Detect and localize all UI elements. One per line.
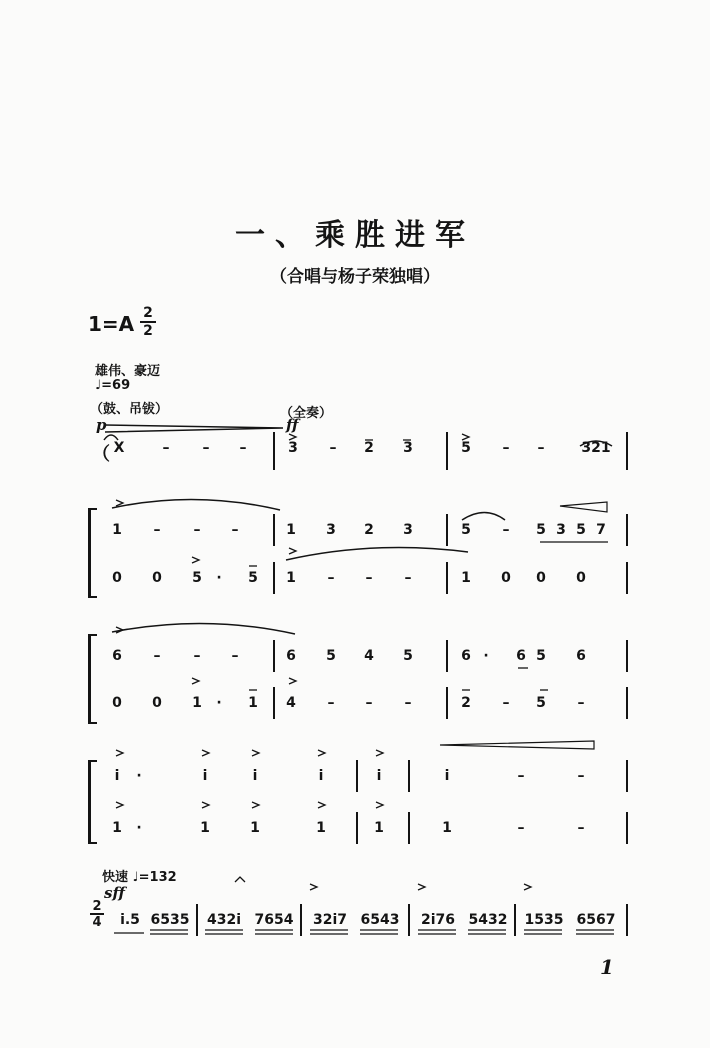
- staff-line-1: [88, 440, 648, 470]
- note: 5: [461, 440, 471, 456]
- note: –: [231, 522, 239, 538]
- note: 1: [442, 820, 452, 836]
- note: 3: [403, 440, 413, 456]
- note: –: [577, 695, 585, 711]
- page-subtitle: （合唱与杨子荣独唱）: [270, 267, 440, 287]
- note: 4: [286, 695, 296, 711]
- note: 6: [461, 648, 471, 664]
- note-group: 6567: [576, 912, 616, 928]
- note: –: [193, 648, 201, 664]
- note: 3: [403, 522, 413, 538]
- note: –: [231, 648, 239, 664]
- tutti-label: （全奏）: [280, 406, 333, 421]
- note: –: [502, 522, 510, 538]
- note: 6: [286, 648, 296, 664]
- note: 0: [536, 570, 546, 586]
- note: 1: [316, 820, 326, 836]
- note-group: 432i: [206, 912, 242, 928]
- key-signature: 1=A: [88, 312, 135, 336]
- staff-line-2-bottom: [88, 570, 648, 596]
- note: 3: [326, 522, 336, 538]
- note: i: [252, 768, 258, 784]
- note: 7: [596, 522, 606, 538]
- staff-line-2-top: [88, 522, 648, 548]
- time-sig-top: 2: [143, 305, 153, 321]
- staff-line-4-top: [88, 768, 648, 794]
- note: ·: [216, 695, 222, 711]
- note: –: [517, 820, 525, 836]
- note: –: [327, 570, 335, 586]
- note: –: [365, 695, 373, 711]
- note: i: [376, 768, 382, 784]
- note: 2: [364, 440, 374, 456]
- note: 6: [516, 648, 526, 664]
- note: 0: [152, 695, 162, 711]
- note: 1: [461, 570, 471, 586]
- note: 1: [374, 820, 384, 836]
- note: 1: [250, 820, 260, 836]
- dynamic-ff: ff: [286, 416, 299, 434]
- note: 0: [112, 695, 122, 711]
- note-group: 32i7: [312, 912, 348, 928]
- note: 1: [112, 522, 122, 538]
- note-group: 5432: [468, 912, 508, 928]
- instrument-note: （鼓、吊钹）: [90, 402, 169, 417]
- note: 5: [326, 648, 336, 664]
- tempo-mark: ♩=69: [95, 378, 131, 393]
- note: –: [537, 440, 545, 456]
- note-group: 2i76: [420, 912, 456, 928]
- note: 5: [576, 522, 586, 538]
- note: i: [444, 768, 450, 784]
- note: 1: [248, 695, 258, 711]
- note: 6: [112, 648, 122, 664]
- note: 5: [461, 522, 471, 538]
- note: ·: [483, 648, 489, 664]
- note: 1: [200, 820, 210, 836]
- note-group: 6543: [360, 912, 400, 928]
- staff-line-3-bottom: [88, 695, 648, 721]
- note: –: [577, 768, 585, 784]
- note: 5: [192, 570, 202, 586]
- note: –: [517, 768, 525, 784]
- note-group: i.5: [120, 912, 140, 928]
- note: 1: [286, 522, 296, 538]
- note: –: [404, 570, 412, 586]
- note: ·: [136, 820, 142, 836]
- note: –: [365, 570, 373, 586]
- time-sig-2-bottom: 4: [92, 915, 102, 930]
- page-number: 1: [600, 955, 614, 979]
- note: –: [162, 440, 170, 456]
- note: 5: [248, 570, 258, 586]
- note: 0: [112, 570, 122, 586]
- note: 3: [288, 440, 298, 456]
- note: –: [153, 648, 161, 664]
- staff-line-5: [88, 912, 648, 938]
- intro-open-paren: （: [92, 444, 110, 465]
- note: 5: [536, 522, 546, 538]
- note: –: [329, 440, 337, 456]
- note: –: [193, 522, 201, 538]
- dynamic-p: p: [96, 416, 107, 434]
- staff-line-3-top: [88, 648, 648, 674]
- note: 4: [364, 648, 374, 664]
- time-sig-2-top: 2: [92, 899, 102, 914]
- note: –: [153, 522, 161, 538]
- note: 0: [152, 570, 162, 586]
- note: –: [577, 820, 585, 836]
- page-title: 一、乘胜进军: [235, 218, 475, 253]
- note-group: 321: [581, 440, 611, 456]
- note: i: [202, 768, 208, 784]
- note: 5: [536, 695, 546, 711]
- note: 0: [501, 570, 511, 586]
- note: –: [202, 440, 210, 456]
- note: ·: [216, 570, 222, 586]
- time-sig-bottom: 2: [143, 323, 153, 339]
- note: 1: [112, 820, 122, 836]
- note: –: [239, 440, 247, 456]
- fast-tempo-mark: 快速 ♩=132: [102, 870, 177, 885]
- note: –: [327, 695, 335, 711]
- note: –: [502, 440, 510, 456]
- note: 6: [576, 648, 586, 664]
- note-group: 1535: [524, 912, 564, 928]
- note: –: [502, 695, 510, 711]
- staff-line-4-bottom: [88, 820, 648, 846]
- intro-roll: X: [113, 440, 125, 456]
- note-group: 6535: [150, 912, 190, 928]
- dynamic-sff: sff: [104, 884, 125, 902]
- note-group: 7654: [254, 912, 294, 928]
- note: 2: [364, 522, 374, 538]
- note: 0: [576, 570, 586, 586]
- note: i: [114, 768, 120, 784]
- note: 5: [403, 648, 413, 664]
- note: i: [318, 768, 324, 784]
- note: 5: [536, 648, 546, 664]
- expression-mark: 雄伟、豪迈: [95, 364, 161, 379]
- note: 1: [286, 570, 296, 586]
- note: –: [404, 695, 412, 711]
- note: 2: [461, 695, 471, 711]
- note: 1: [192, 695, 202, 711]
- note: ·: [136, 768, 142, 784]
- note: 3: [556, 522, 566, 538]
